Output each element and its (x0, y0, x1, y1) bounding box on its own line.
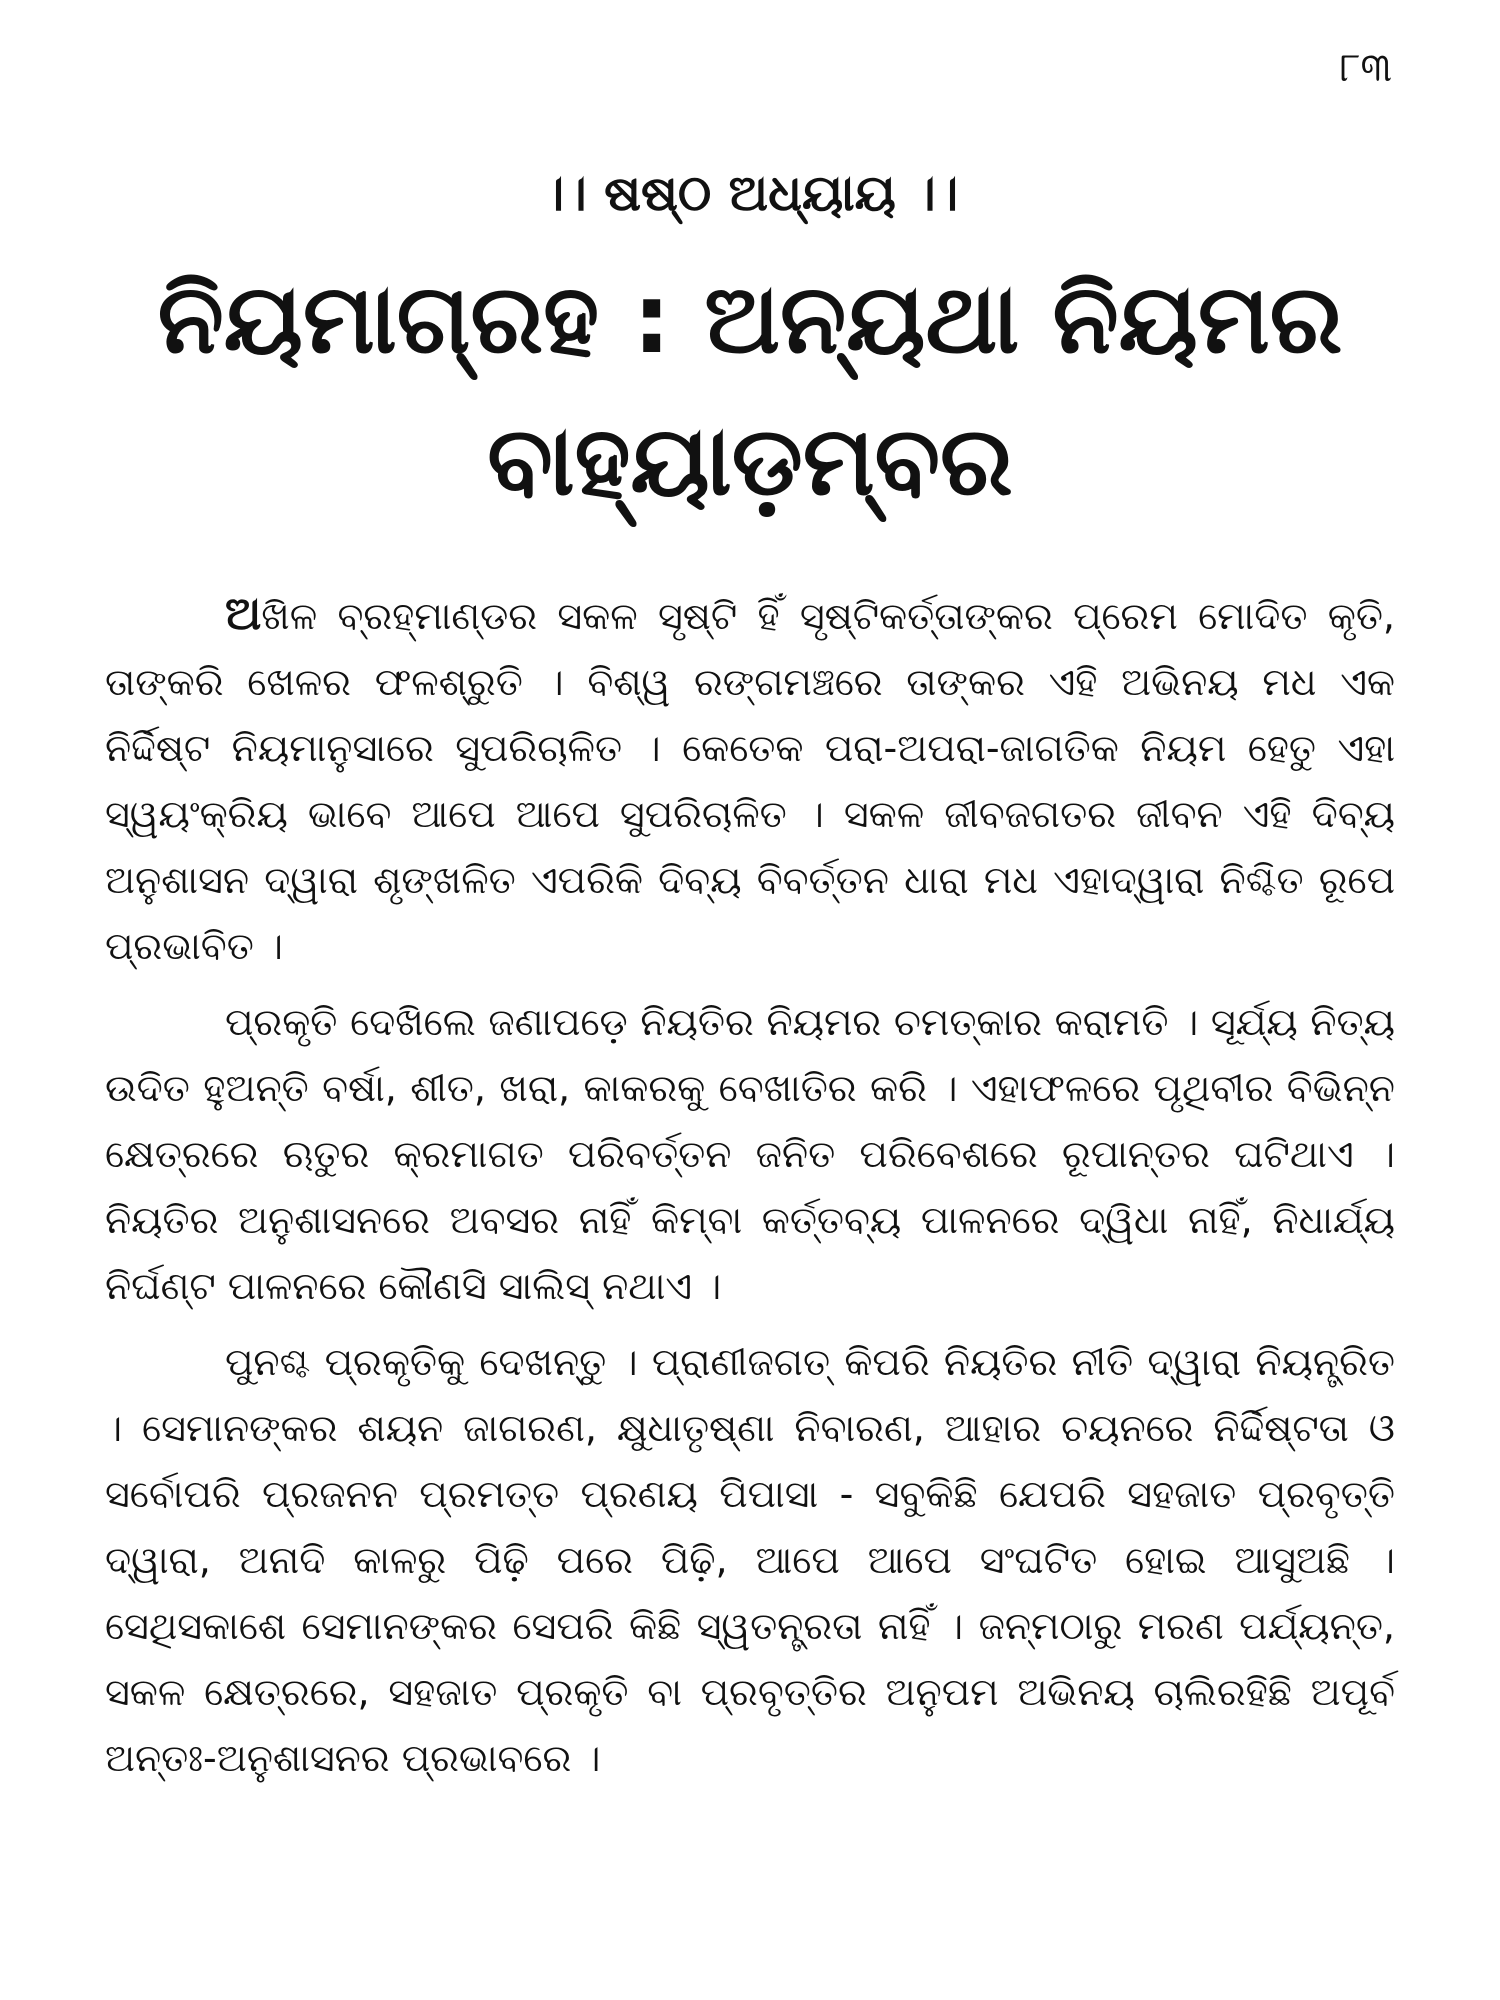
chapter-title (100, 248, 1400, 532)
chapter-label: ।। ଷଷ୍ଠ ଅଧ୍ୟାୟ ।। (541, 164, 959, 222)
chapter-title-line-2: ବାହ୍ୟାଡ଼ମ୍ବର (487, 405, 1013, 517)
body-text (105, 580, 1395, 1801)
paragraph-2: ପ୍ରକୃତି ଦେଖିଲେ ଜଣାପଡ଼େ ନିୟତିର ନିୟମର ଚମତ୍କାର କରାମତି । ସୂର୍ଯ୍ୟ ନିତ୍ୟ ଉଦିତ ହୁଅନ୍ତି ବର୍ଷା, ଶୀତ, ଖରା, କାକରକୁ ବେଖାତିର କରି । ଏହାଫଳରେ ପୃଥିବୀର ବିଭିନ୍ନ କ୍ଷେତ୍ରରେ ଋତୁର କ୍ରମାଗତ ପରିବର୍ତ୍ତନ ଜନିତ ପରିବେଶରେ ରୂପାନ୍ତର ଘଟିଥାଏ । ନିୟତିର ଅନୁଶାସନରେ ଅବସର ନାହିଁ କିମ୍ବା କର୍ତ୍ତବ୍ୟ ପାଳନରେ ଦ୍ୱିଧା ନାହିଁ, ନିଧାର୍ଯ୍ୟ ନିର୍ଘଣ୍ଟ ପାଳନରେ କୌଣସି ସାଲିସ୍ ନଥାଏ । (105, 1000, 1395, 1308)
paragraph-1 (105, 580, 1395, 979)
paragraph-1-text: ଖିଳ ବ୍ରହ୍ମାଣ୍ଡର ସକଳ ସୃଷ୍ଟି ହିଁ ସୃଷ୍ଟିକର୍ତ୍ତାଙ୍କର ପ୍ରେମ ମୋଦିତ କୃତି, ତାଙ୍କରି ଖେଳର ଫଳଶ୍ରୁତି । ବିଶ୍ୱ ରଙ୍ଗମଞ୍ଚରେ ତାଙ୍କର ଏହି ଅଭିନୟ ମଧ ଏକ ନିର୍ଦ୍ଦିଷ୍ଟ ନିୟମାନୁସାରେ ସୁପରିଚାଳିତ । କେତେକ ପରା-ଅପରା-ଜାଗତିକ ନିୟମ ହେତୁ ଏହା ସ୍ୱୟଂକ୍ରିୟ ଭାବେ ଆପେ ଆପେ ସୁପରିଚାଳିତ । ସକଳ ଜୀବଜଗତର ଜୀବନ ଏହି ଦିବ୍ୟ ଅନୁଶାସନ ଦ୍ୱାରା ଶୃଙ୍ଖଳିତ ଏପରିକି ଦିବ୍ୟ ବିବର୍ତ୍ତନ ଧାରା ମଧ ଏହାଦ୍ୱାରା ନିଶ୍ଚିତ ରୂପେ ପ୍ରଭାବିତ । (105, 594, 1395, 968)
chapter-title-line-1: ନିୟମାଗ୍ରହ : ଅନ୍ୟଥା ନିୟମର (157, 263, 1343, 375)
paragraph-3: ପୁନଶ୍ଚ ପ୍ରକୃତିକୁ ଦେଖନ୍ତୁ । ପ୍ରାଣୀଜଗତ୍ କିପରି ନିୟତିର ନୀତି ଦ୍ୱାରା ନିୟନ୍ତ୍ରିତ । ସେମାନଙ୍କର ଶୟନ ଜାଗରଣ, କ୍ଷୁଧାତୃଷ୍ଣା ନିବାରଣ, ଆହାର ଚୟନରେ ନିର୍ଦ୍ଦିଷ୍ଟତା ଓ ସର୍ବୋପରି ପ୍ରଜନନ ପ୍ରମତ୍ତ ପ୍ରଣୟ ପିପାସା - ସବୁକିଛି ଯେପରି ସହଜାତ ପ୍ରବୃତ୍ତି ଦ୍ୱାରା, ଅନାଦି କାଳରୁ ପିଢ଼ି ପରେ ପିଢ଼ି, ଆପେ ଆପେ ସଂଘଟିତ ହୋଇ ଆସୁଅଛି । ସେଥିସକାଶେ ସେମାନଙ୍କର ସେପରି କିଛି ସ୍ୱତନ୍ତ୍ରତା ନାହିଁ । ଜନ୍ମଠାରୁ ମରଣ ପର୍ଯ୍ୟନ୍ତ, ସକଳ କ୍ଷେତ୍ରରେ, ସହଜାତ ପ୍ରକୃତି ବା ପ୍ରବୃତ୍ତିର ଅନୁପମ ଅଭିନୟ ଚାଲିରହିଛି ଅପୂର୍ବ ଅନ୍ତଃ-ଅନୁଶାସନର ପ୍ରଭାବରେ । (105, 1340, 1395, 1780)
page-number: ୮୩ (1339, 45, 1392, 91)
paragraph-dropcap: ଅ (225, 586, 262, 640)
